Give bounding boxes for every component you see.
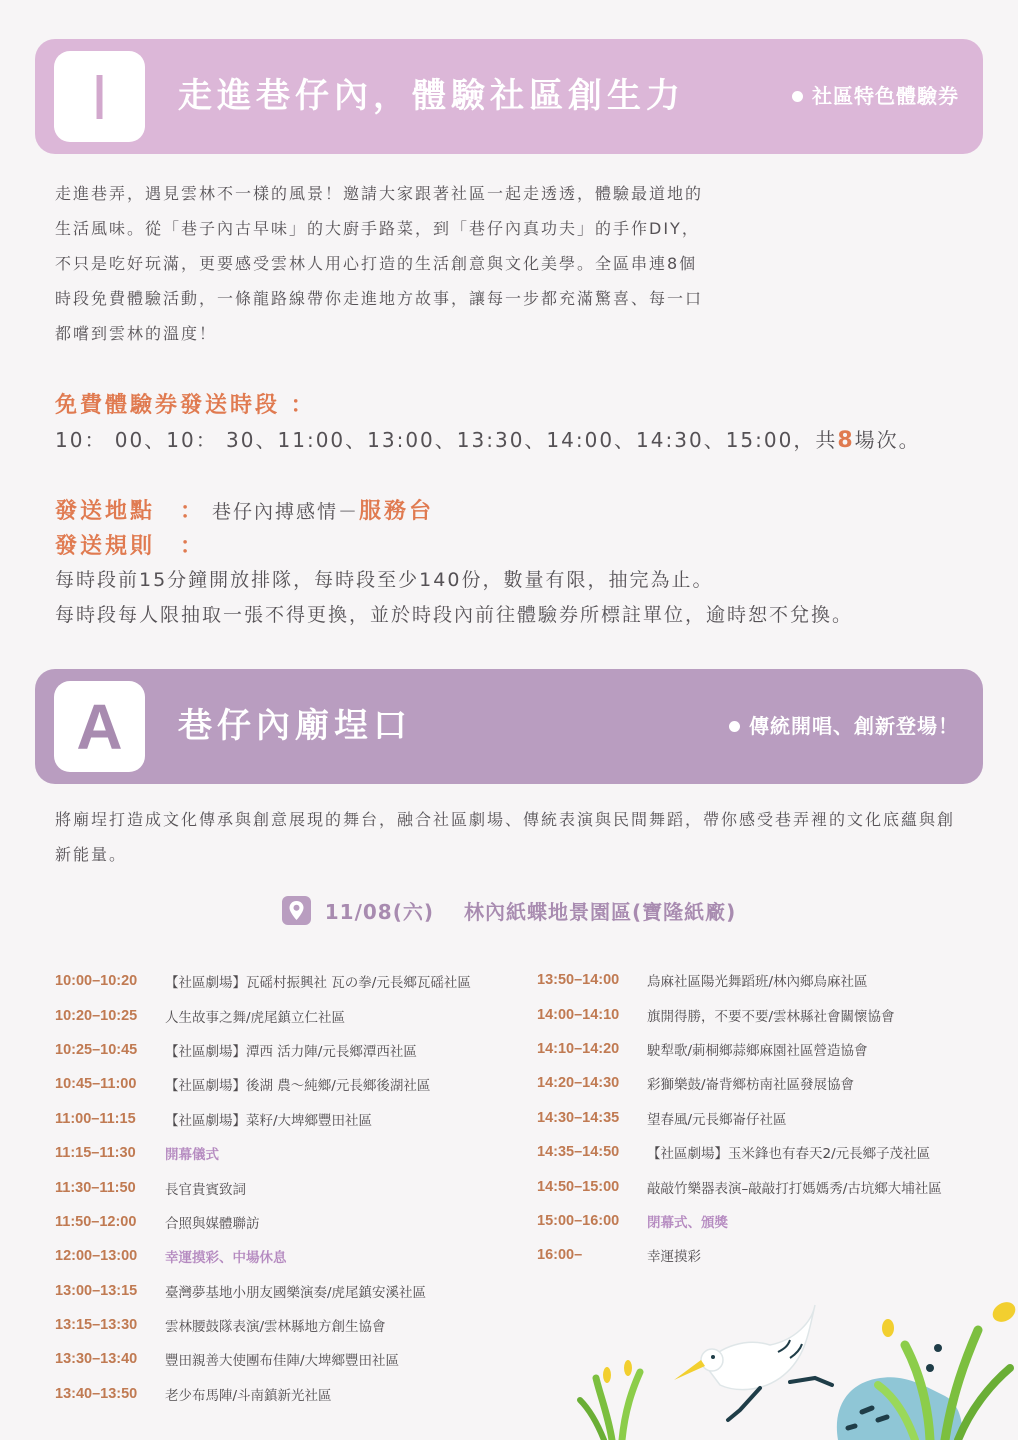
schedule-desc: 幸運摸彩 xyxy=(647,1249,701,1266)
schedule-time: 14:10–14:20 xyxy=(537,1040,620,1057)
schedule-time: 15:00–16:00 xyxy=(537,1212,620,1229)
schedule-time: 11:30–11:50 xyxy=(55,1179,136,1196)
schedule-desc: 【社區劇場】玉米鋒也有春天2/元長鄉子茂社區 xyxy=(647,1146,931,1163)
section-i-badge: I xyxy=(54,51,145,142)
schedule-desc: 烏麻社區陽光舞蹈班/林內鄉烏麻社區 xyxy=(647,974,868,991)
schedule-desc: 閉幕式、頒獎 xyxy=(647,1214,728,1231)
place-value: 巷仔內搏感情－ xyxy=(212,501,360,523)
schedule-desc: 長官貴賓致詞 xyxy=(165,1181,246,1198)
schedule-desc: 開幕儀式 xyxy=(165,1147,219,1164)
schedule-time: 12:00–13:00 xyxy=(55,1248,138,1265)
schedule-time: 14:20–14:30 xyxy=(537,1075,620,1092)
section-a-tag-text: 傳統開唱、創新登場！ xyxy=(749,714,959,738)
schedule-desc: 旗開得勝，不要不要/雲林縣社會關懷協會 xyxy=(647,1008,895,1025)
schedule-time: 10:25–10:45 xyxy=(55,1041,138,1058)
schedule-time: 10:20–10:25 xyxy=(55,1007,138,1024)
schedule-time: 13:30–13:40 xyxy=(55,1351,138,1368)
schedule-time: 11:15–11:30 xyxy=(55,1145,136,1162)
rule-2: 每時段每人限抽取一張不得更換，並於時段內前往體驗券所標註單位，逾時恕不兌換。 xyxy=(55,604,854,626)
place-highlight: 服務台 xyxy=(359,499,435,524)
schedule-desc: 【社區劇場】潭西 活力陣/元長鄉潭西社區 xyxy=(165,1043,417,1060)
place-label: 發送地點 xyxy=(55,499,156,524)
schedule-desc: 駛犁歌/莿桐鄉蒜鄉麻園社區營造協會 xyxy=(647,1042,868,1059)
section-i-intro: 走進巷弄，遇見雲林不一樣的風景！邀請大家跟著社區一起走透透，體驗最道地的生活風味。從「巷子內古早味」的大廚手路菜，到「巷仔內真功夫」的手作DIY，不只是吃好玩滿，更要感受雲林人用心打造的生活創意與文化美學。全區串連8個時段免費體驗活動，一條龍路線帶你走進地方故事，讓每一步都充滿驚喜、每一口都嚐到雲林的溫度！ xyxy=(55,184,704,343)
rules-heading: 發送規則 ： xyxy=(55,534,206,559)
schedule-desc: 雲林腰鼓隊表演/雲林縣地方創生協會 xyxy=(165,1319,386,1336)
section-i-tag-text: 社區特色體驗券 xyxy=(812,84,959,108)
schedule-time: 10:45–11:00 xyxy=(55,1076,137,1093)
schedule-time: 16:00– xyxy=(537,1247,583,1264)
schedule-time: 14:00–14:10 xyxy=(537,1006,620,1023)
schedule-time: 14:50–15:00 xyxy=(537,1178,620,1195)
schedule-desc: 【社區劇場】瓦磘村振興社 瓦の拳/元長鄉瓦磘社區 xyxy=(165,975,471,992)
schedule-time: 11:00–11:15 xyxy=(55,1110,136,1127)
rules-label: 發送規則 xyxy=(55,534,156,559)
schedule-desc: 合照與媒體聯訪 xyxy=(165,1215,260,1232)
section-a-intro: 將廟埕打造成文化傳承與創意展現的舞台，融合社區劇場、傳統表演與民間舞蹈，帶你感受巷弄裡的文化底蘊與創新能量。 xyxy=(55,810,956,864)
schedule-time: 14:35–14:50 xyxy=(537,1144,620,1161)
section-a-badge: A xyxy=(54,681,145,772)
schedule-time: 13:15–13:30 xyxy=(55,1317,138,1334)
egret-illustration xyxy=(674,1305,832,1420)
times-label: 免費體驗券發送時段 xyxy=(55,393,281,418)
section-a-title: 巷仔內廟埕口 xyxy=(178,706,412,746)
section-i-title: 走進巷仔內，體驗社區創生力 xyxy=(178,76,685,116)
event-venue: 林內紙蝶地景園區(寶隆紙廠) xyxy=(463,900,737,924)
schedule-desc: 人生故事之舞/虎尾鎮立仁社區 xyxy=(165,1009,346,1026)
place-row: 發送地點 ： 巷仔內搏感情－服務台 xyxy=(55,499,435,524)
schedule-time: 13:40–13:50 xyxy=(55,1385,138,1402)
schedule-desc: 【社區劇場】菜籽/大埤鄉豐田社區 xyxy=(165,1112,373,1129)
times-suffix: 場次。 xyxy=(854,428,921,452)
rule-1: 每時段前15分鐘開放排隊，每時段至少140份，數量有限，抽完為止。 xyxy=(55,569,714,591)
times-heading: 免費體驗券發送時段 ： xyxy=(55,393,316,418)
schedule-desc: 【社區劇場】後湖 農～純鄉/元長鄉後湖社區 xyxy=(165,1078,431,1095)
event-date: 11/08(六) xyxy=(324,900,434,924)
schedule-time: 13:50–14:00 xyxy=(537,972,620,989)
reed-heads xyxy=(603,1298,1018,1383)
schedule-desc: 幸運摸彩、中場休息 xyxy=(165,1250,287,1267)
times-value: 10： 00、10： 30、11:00、13:00、13:30、14:00、14:30、15:00，共 xyxy=(55,428,838,452)
schedule-time: 14:30–14:35 xyxy=(537,1109,620,1126)
schedule-desc: 老少布馬陣/斗南鎮新光社區 xyxy=(165,1387,332,1404)
times-count: 8 xyxy=(837,428,855,453)
schedule-time: 10:00–10:20 xyxy=(55,973,138,990)
schedule-desc: 望春風/元長鄉崙仔社區 xyxy=(647,1111,787,1128)
schedule-time: 13:00–13:15 xyxy=(55,1282,138,1299)
schedule-desc: 臺灣夢基地小朋友國樂演奏/虎尾鎮安溪社區 xyxy=(165,1284,427,1301)
schedule-desc: 彩獅樂鼓/崙背鄉枋南社區發展協會 xyxy=(647,1077,855,1094)
schedule-desc: 豐田親善大使團布佳陣/大埤鄉豐田社區 xyxy=(165,1353,400,1370)
schedule-time: 11:50–12:00 xyxy=(55,1213,137,1230)
schedule-desc: 敲敲竹樂器表演–敲敲打打媽媽秀/古坑鄉大埔社區 xyxy=(647,1180,942,1197)
